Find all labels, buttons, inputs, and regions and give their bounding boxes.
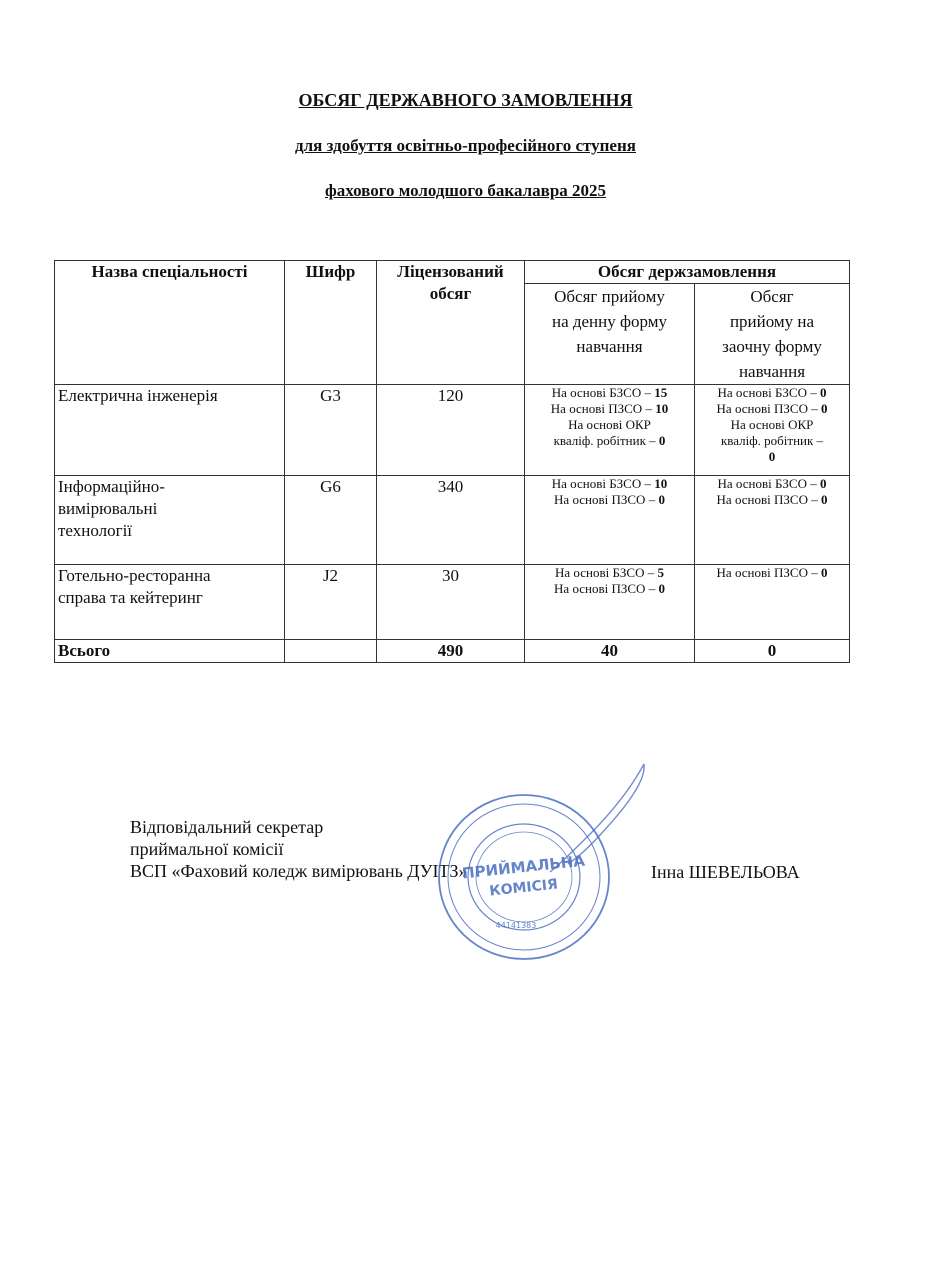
official-stamp: [436, 792, 612, 962]
svg-text:ПРИЙМАЛЬНА: ПРИЙМАЛЬНА: [461, 851, 586, 883]
svg-text:КОМІСІЯ: КОМІСІЯ: [488, 876, 559, 900]
specialty-code: G3: [285, 385, 377, 476]
signatory-block: [130, 816, 468, 882]
page-subtitle-1: для здобуття освітньо-професійного ступеня: [295, 136, 636, 155]
total-licensed: 490: [377, 640, 525, 663]
licensed-volume: 340: [377, 476, 525, 565]
specialty-code: J2: [285, 565, 377, 640]
total-day-form: 40: [525, 640, 695, 663]
day-form-quota: На основі БЗСО – 15 На основі ПЗСО – 10 На основі ОКР кваліф. робітник – 0: [525, 385, 695, 476]
specialty-name: Готельно-ресторанна справа та кейтеринг: [55, 565, 285, 640]
svg-text:44141383: 44141383: [495, 921, 537, 930]
header-state-order: Обсяг держзамовлення: [525, 261, 850, 284]
page-title: ОБСЯГ ДЕРЖАВНОГО ЗАМОВЛЕННЯ: [298, 90, 633, 110]
total-label: Всього: [55, 640, 285, 663]
part-time-quota: На основі БЗСО – 0 На основі ПЗСО – 0 На основі ОКР кваліф. робітник – 0: [695, 385, 850, 476]
table-total-row: [55, 640, 850, 663]
part-time-quota: На основі ПЗСО – 0: [695, 565, 850, 640]
page-subtitle-2: фахового молодшого бакалавра 2025: [324, 181, 607, 200]
table-header-row: [55, 261, 850, 284]
total-code-empty: [285, 640, 377, 663]
signatory-name: Інна ШЕВЕЛЬОВА: [651, 862, 800, 882]
table-row: [55, 476, 850, 565]
signatory-line-1: Відповідальний секретар: [130, 817, 324, 837]
table-row: [55, 385, 850, 476]
signatory-line-3: ВСП «Фаховий коледж вимірювань ДУІТЗ»: [130, 861, 468, 881]
total-part-time: 0: [695, 640, 850, 663]
header-licensed-volume: Ліцензований обсяг: [377, 261, 525, 385]
header-specialty-name: Назва спеціальності: [55, 261, 285, 385]
day-form-quota: На основі БЗСО – 10 На основі ПЗСО – 0: [525, 476, 695, 565]
header-code: Шифр: [285, 261, 377, 385]
state-order-table: [54, 260, 850, 663]
licensed-volume: 30: [377, 565, 525, 640]
table-row: [55, 565, 850, 640]
signatory-line-2: приймальної комісії: [130, 839, 284, 859]
header-day-form: Обсяг прийому на денну форму навчання: [525, 284, 695, 385]
part-time-quota: На основі БЗСО – 0 На основі ПЗСО – 0: [695, 476, 850, 565]
specialty-name: Інформаційно- вимірювальні технології: [55, 476, 285, 565]
licensed-volume: 120: [377, 385, 525, 476]
day-form-quota: На основі БЗСО – 5 На основі ПЗСО – 0: [525, 565, 695, 640]
specialty-name: Електрична інженерія: [55, 385, 285, 476]
specialty-code: G6: [285, 476, 377, 565]
header-part-time-form: Обсяг прийому на заочну форму навчання: [695, 284, 850, 385]
